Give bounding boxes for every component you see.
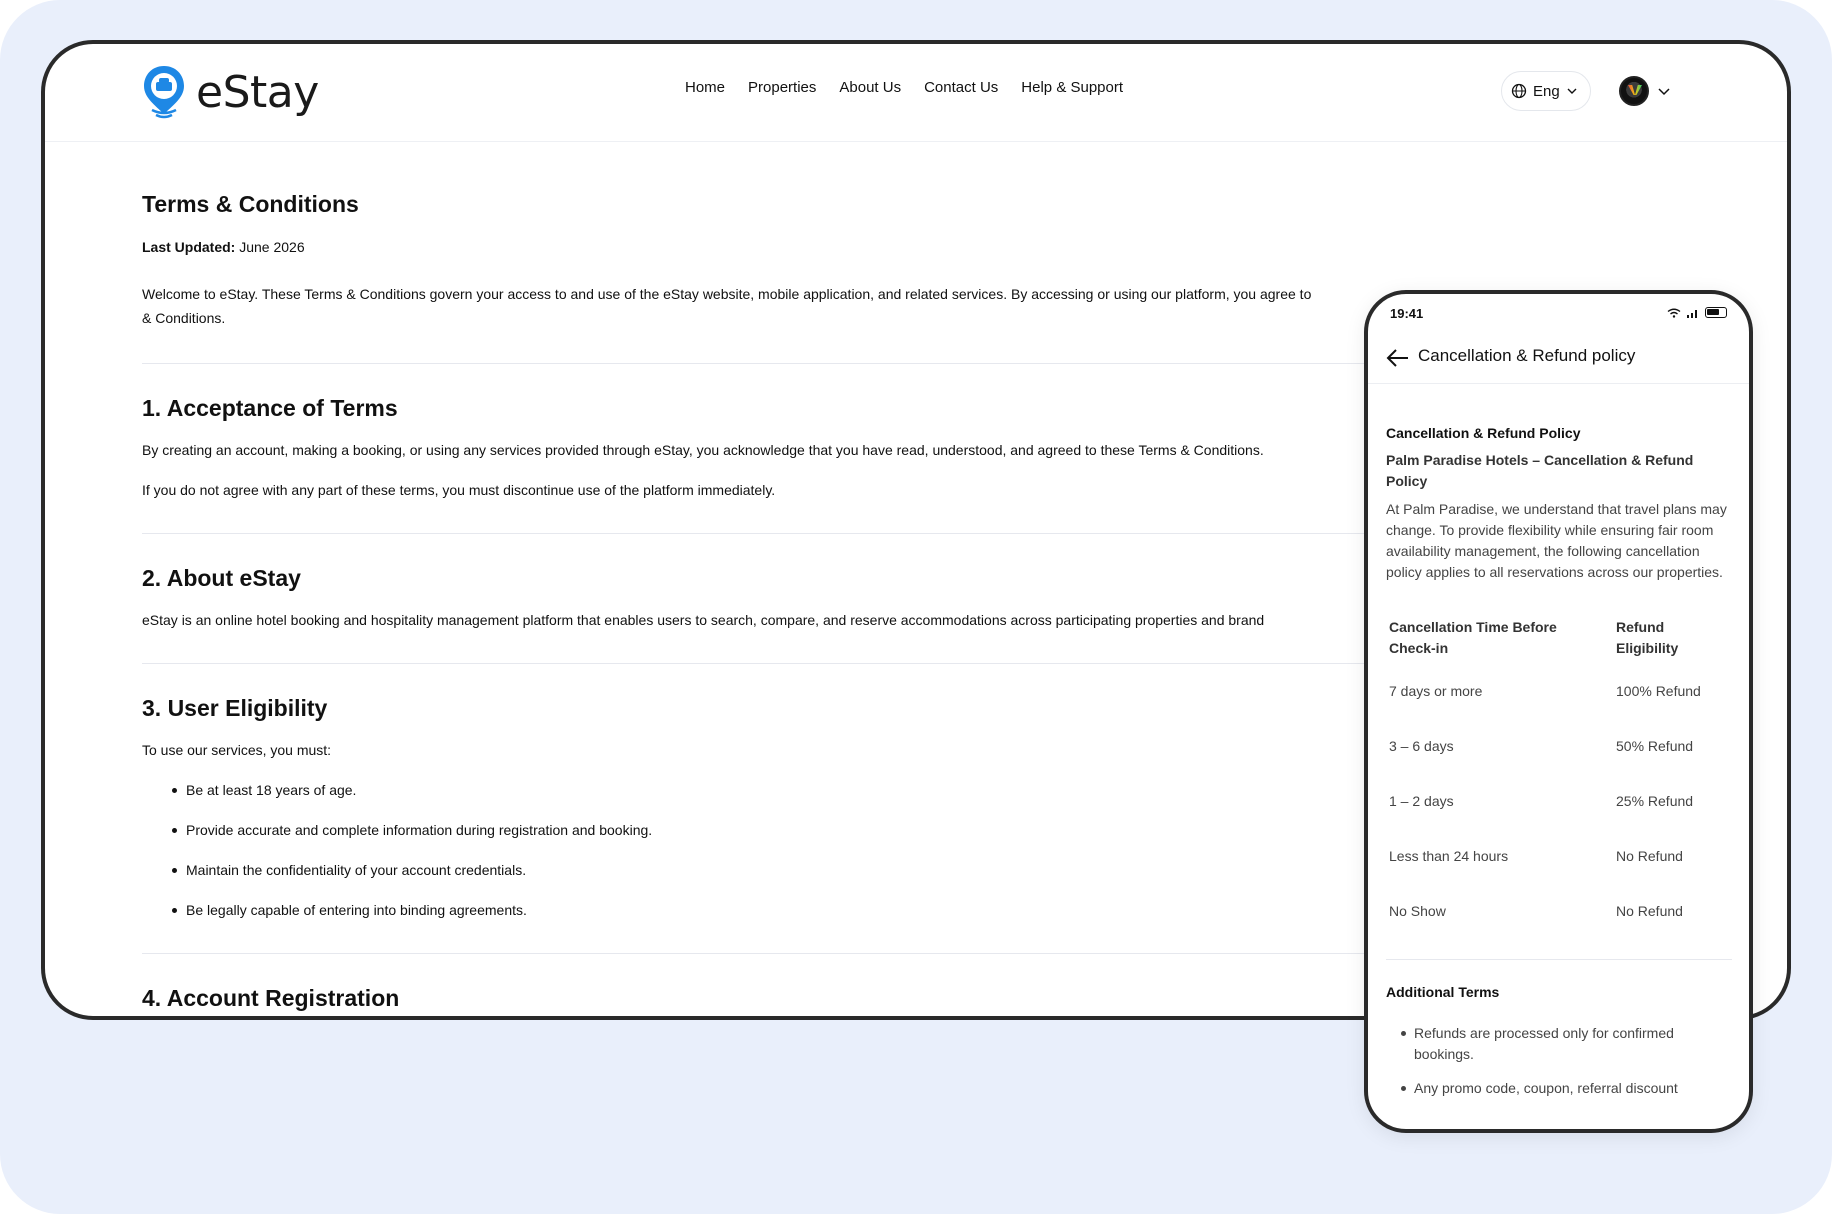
nav-help-support[interactable]: Help & Support xyxy=(1021,79,1124,96)
section-heading-account-registration: 4. Account Registration xyxy=(142,985,400,1011)
last-updated-value: June 2026 xyxy=(239,239,305,255)
list-item: Be legally capable of entering into binding agreements. xyxy=(172,902,527,918)
nav-contact-us[interactable]: Contact Us xyxy=(924,79,999,96)
phone-header-title: Cancellation & Refund policy xyxy=(1418,346,1636,365)
divider xyxy=(1386,959,1732,960)
chevron-down-icon xyxy=(1566,85,1578,97)
policy-section-title: Cancellation & Refund Policy xyxy=(1386,425,1581,441)
status-time: 19:41 xyxy=(1390,306,1424,321)
list-item: Provide accurate and complete information during registration and booking. xyxy=(172,822,652,838)
mobile-phone: 19:41 Cancellation & Refund policy Cancellation & Refund Policy Palm Paradise Hotels – Cancellation & Refund Policy At Palm Paradise, we understand that travel plans may change. To provide flexibility while ensuring fair room availability management, the following cancellation policy applies to all reservations across our properties. Cancellation Time Before Check-in Refund Eligibility 7 days or more 100% Refund 3 – 6 days 50% Refund 1 – 2 days 25% Refund Less than 24 hours No Refund No Show No Refund Additional Terms Refunds are processed only for confirmed bookings. Any promo code, coupon, referral discount xyxy=(1364,290,1753,1133)
additional-terms-title: Additional Terms xyxy=(1386,984,1500,1000)
intro-text-line1: Welcome to eStay. These Terms & Conditions govern your access to and use of the eStay website, mobile application, and related services. By accessing or using our platform, you agree to xyxy=(142,286,1312,302)
globe-icon xyxy=(1511,83,1527,99)
intro-text-line2: & Conditions. xyxy=(142,310,226,326)
last-updated-label: Last Updated: xyxy=(142,239,236,255)
back-arrow-icon[interactable] xyxy=(1386,348,1410,368)
section-text: If you do not agree with any part of these terms, you must discontinue use of the platform immediately. xyxy=(142,482,776,498)
section-heading-about: 2. About eStay xyxy=(142,565,301,591)
chevron-down-icon xyxy=(1657,84,1671,98)
table-header-cell: Cancellation Time Before Check-in xyxy=(1389,619,1557,656)
list-item: Any promo code, coupon, referral discount xyxy=(1414,1078,1724,1099)
list-item: Be at least 18 years of age. xyxy=(172,782,356,798)
table-header-cell: Refund Eligibility xyxy=(1616,619,1679,656)
section-text: By creating an account, making a booking, or using any services provided through eStay, you acknowledge that you have read, understood, and agreed to these Terms & Conditions. xyxy=(142,442,1264,458)
location-pin-icon xyxy=(142,64,186,120)
section-heading-eligibility: 3. User Eligibility xyxy=(142,695,328,721)
brand-logo[interactable] xyxy=(142,64,319,120)
status-icons xyxy=(1667,307,1727,318)
user-menu[interactable] xyxy=(1619,76,1671,106)
policy-intro: At Palm Paradise, we understand that travel plans may change. To provide flexibility while ensuring fair room availability management, the following cancellation policy applies to all reservations across our properties. xyxy=(1386,501,1727,580)
language-selector[interactable] xyxy=(1501,71,1591,111)
list-item: Maintain the confidentiality of your account credentials. xyxy=(172,862,526,878)
language-label: Eng xyxy=(1533,82,1560,100)
list-item: Refunds are processed only for confirmed bookings. xyxy=(1414,1023,1724,1065)
battery-icon xyxy=(1705,307,1727,318)
section-heading-acceptance: 1. Acceptance of Terms xyxy=(142,395,398,421)
section-text: eStay is an online hotel booking and hospitality management platform that enables users to search, compare, and reserve accommodations across participating properties and brand xyxy=(142,612,1265,628)
phone-header xyxy=(1368,334,1749,384)
avatar xyxy=(1619,76,1649,106)
brand-name: eStay xyxy=(196,66,319,118)
page-title: Terms & Conditions xyxy=(142,191,359,217)
nav-properties[interactable]: Properties xyxy=(748,79,817,96)
signal-icon xyxy=(1686,308,1700,318)
main-menu xyxy=(685,79,1123,96)
policy-subtitle: Palm Paradise Hotels – Cancellation & Refund Policy xyxy=(1386,452,1694,489)
top-navbar xyxy=(45,44,1787,142)
section-text: To use our services, you must: xyxy=(142,742,332,758)
nav-home[interactable]: Home xyxy=(685,79,726,96)
nav-about-us[interactable]: About Us xyxy=(839,79,902,96)
last-updated xyxy=(142,239,305,255)
wifi-icon xyxy=(1667,308,1681,318)
